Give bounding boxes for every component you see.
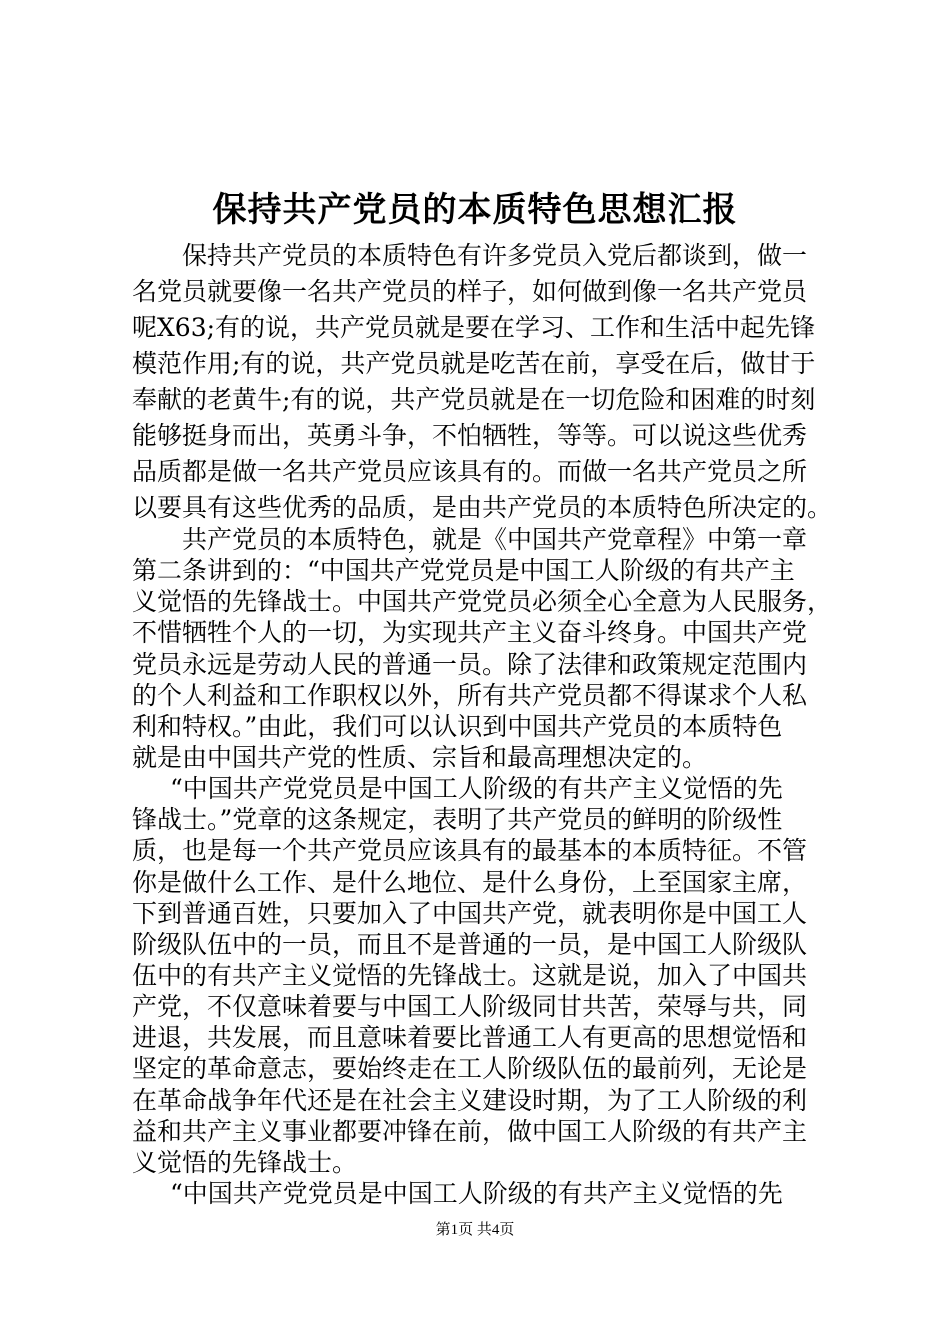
text-line: 坚定的革命意志，要始终走在工人阶级队伍的最前列，无论是 — [132, 1054, 808, 1083]
text-line: 义觉悟的先锋战士。中国共产党党员必须全心全意为人民服务， — [132, 587, 832, 616]
text-line: 利和特权。”由此，我们可以认识到中国共产党员的本质特色 — [132, 712, 783, 741]
text-line: 下到普通百姓，只要加入了中国共产党，就表明你是中国工人 — [132, 899, 808, 928]
text-line: 呢X63;有的说，共产党员就是要在学习、工作和生活中起先锋 — [132, 313, 816, 342]
page-footer: 第1页 共4页 — [435, 1222, 515, 1238]
text-line: 奉献的老黄牛;有的说，共产党员就是在一切危险和困难的时刻 — [132, 385, 816, 414]
page-title: 保持共产党员的本质特色思想汇报 — [212, 190, 738, 230]
text-line: 你是做什么工作、是什么地位、是什么身份，上至国家主席， — [132, 868, 808, 897]
text-line: 就是由中国共产党的性质、宗旨和最高理想决定的。 — [132, 743, 708, 772]
text-line: 共产党员的本质特色，就是《中国共产党章程》中第一章 — [182, 525, 808, 554]
text-line: 名党员就要像一名共产党员的样子，如何做到像一名共产党员 — [132, 277, 808, 306]
text-line: 锋战士。”党章的这条规定，表明了共产党员的鲜明的阶级性 — [132, 805, 783, 834]
text-line: “中国共产党党员是中国工人阶级的有共产主义觉悟的先 — [170, 774, 783, 803]
text-line: 的个人利益和工作职权以外，所有共产党员都不得谋求个人私 — [132, 681, 808, 710]
text-line: 阶级队伍中的一员，而且不是普通的一员，是中国工人阶级队 — [132, 930, 808, 959]
text-line: 质，也是每一个共产党员应该具有的最基本的本质特征。不管 — [132, 836, 808, 865]
text-line: 产党，不仅意味着要与中国工人阶级同甘共苦，荣辱与共，同 — [132, 992, 808, 1021]
text-line: 保持共产党员的本质特色有许多党员入党后都谈到，做一 — [182, 241, 808, 270]
text-line: 能够挺身而出，英勇斗争，不怕牺牲，等等。可以说这些优秀 — [132, 421, 808, 450]
text-line: 品质都是做一名共产党员应该具有的。而做一名共产党员之所 — [132, 457, 808, 486]
text-line: 在革命战争年代还是在社会主义建设时期，为了工人阶级的利 — [132, 1086, 808, 1115]
text-line: 伍中的有共产主义觉悟的先锋战士。这就是说，加入了中国共 — [132, 961, 808, 990]
text-line: 党员永远是劳动人民的普通一员。除了法律和政策规定范围内 — [132, 650, 808, 679]
text-line: 益和共产主义事业都要冲锋在前，做中国工人阶级的有共产主 — [132, 1117, 808, 1146]
text-line: 义觉悟的先锋战士。 — [132, 1148, 358, 1177]
text-line: “中国共产党党员是中国工人阶级的有共产主义觉悟的先 — [170, 1179, 783, 1208]
text-line: 进退，共发展，而且意味着要比普通工人有更高的思想觉悟和 — [132, 1023, 808, 1052]
text-line: 第二条讲到的：“中国共产党党员是中国工人阶级的有共产主 — [132, 556, 795, 585]
text-line: 模范作用;有的说，共产党员就是吃苦在前，享受在后，做甘于 — [132, 349, 816, 378]
text-line: 不惜牺牲个人的一切，为实现共产主义奋斗终身。中国共产党 — [132, 618, 808, 647]
text-line: 以要具有这些优秀的品质，是由共产党员的本质特色所决定的。 — [132, 493, 832, 522]
